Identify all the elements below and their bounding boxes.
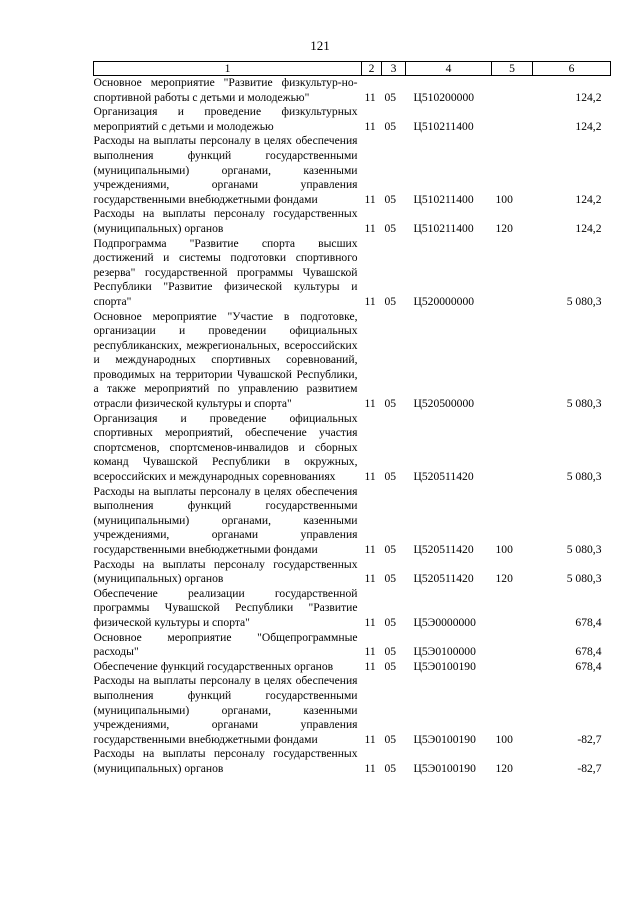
row-name: Подпрограмма "Развитие спорта высших достижений и системы подготовки спортивного резерва" государственной программы Чувашской Республики "Развитие физической культуры и спорта"	[93, 236, 358, 308]
page-number: 121	[310, 38, 330, 53]
row-expense-type: 100	[495, 543, 513, 556]
table-row	[94, 105, 611, 134]
row-subsection: 05	[384, 761, 397, 775]
row-section: 11	[364, 192, 376, 206]
row-section: 11	[364, 572, 376, 586]
row-amount: 678,4	[575, 645, 602, 659]
row-name: Обеспечение реализации государственной программы Чувашской Республики "Развитие физической культуры и спорта"	[93, 586, 358, 629]
row-target-code: Ц5Э0100190	[413, 732, 476, 746]
row-expense-type: 120	[495, 761, 513, 775]
table-row	[94, 631, 611, 660]
row-subsection: 05	[384, 221, 397, 235]
row-amount: 5 080,3	[566, 572, 602, 586]
header-col-6: 6	[533, 62, 611, 76]
row-name: Основное мероприятие "Общепрограммные расходы"	[93, 630, 358, 659]
table-row	[94, 134, 611, 207]
row-target-code: Ц5Э0100190	[413, 659, 476, 673]
row-name: Расходы на выплаты персоналу государственных (муниципальных) органов	[93, 747, 358, 775]
row-expense-type	[492, 76, 533, 106]
table-row	[94, 237, 611, 310]
row-name: Основное мероприятие "Развитие физкультур-но-спортивной работы с детьми и молодежью"	[93, 76, 358, 104]
table-row	[94, 587, 611, 631]
row-expense-type: 100	[495, 732, 513, 746]
table-row	[94, 558, 611, 587]
row-target-code: Ц510211400	[413, 192, 474, 206]
row-target-code: Ц520000000	[413, 294, 475, 308]
row-subsection: 05	[384, 572, 397, 586]
row-section: 11	[364, 294, 376, 308]
row-expense-type: 100	[495, 192, 513, 206]
row-name: Расходы на выплаты персоналу в целях обеспечения выполнения функций государственными (муниципальными) органами, казенными учреждениями, органами управления государственными внебюджетными фондами	[93, 484, 358, 556]
row-target-code: Ц510211400	[413, 221, 474, 235]
row-amount: 678,4	[575, 659, 602, 673]
table-row	[94, 660, 611, 675]
row-subsection: 05	[384, 615, 397, 629]
row-amount: 5 080,3	[566, 397, 602, 411]
row-section: 11	[364, 90, 376, 104]
row-target-code: Ц5Э0000000	[413, 615, 476, 629]
row-expense-type	[492, 660, 533, 675]
row-amount: 124,2	[575, 221, 602, 235]
table-row	[94, 76, 611, 106]
table-row	[94, 485, 611, 558]
row-subsection: 05	[384, 732, 397, 746]
row-name: Расходы на выплаты персоналу государственных (муниципальных) органов	[93, 207, 358, 235]
row-amount: 678,4	[575, 615, 602, 629]
table-row	[94, 674, 611, 747]
row-section: 11	[364, 732, 376, 746]
row-subsection: 05	[384, 543, 397, 556]
table-row	[94, 310, 611, 412]
row-amount: 124,2	[575, 119, 602, 133]
header-col-1: 1	[94, 62, 362, 76]
row-target-code: Ц520500000	[413, 397, 475, 411]
table-row	[94, 207, 611, 236]
row-expense-type	[492, 237, 533, 310]
row-section: 11	[364, 470, 376, 484]
row-expense-type	[492, 587, 533, 631]
row-expense-type	[492, 310, 533, 412]
row-expense-type	[492, 412, 533, 485]
table-header	[94, 62, 611, 76]
row-section: 11	[364, 397, 376, 411]
row-name: Расходы на выплаты персоналу государственных (муниципальных) органов	[93, 557, 358, 586]
row-amount: -82,7	[577, 761, 602, 775]
row-amount: 5 080,3	[566, 543, 602, 556]
row-expense-type: 120	[495, 221, 513, 235]
row-amount: 5 080,3	[566, 294, 602, 308]
row-target-code: Ц520511420	[413, 572, 474, 586]
row-section: 11	[364, 221, 376, 235]
row-section: 11	[364, 119, 376, 133]
row-section: 11	[364, 615, 376, 629]
header-col-3: 3	[382, 62, 406, 76]
header-col-5: 5	[492, 62, 533, 76]
row-name: Основное мероприятие "Участие в подготовке, организации и проведении официальных республиканских, межрегиональных, всероссийских и международных спортивных соревнований, проводимых на территории Чувашской Республики, а также мероприятий по управлению развитием отрасли физической культуры и спорта"	[93, 309, 358, 411]
row-subsection: 05	[384, 470, 397, 484]
row-target-code: Ц510211400	[413, 119, 474, 133]
row-amount: 124,2	[575, 90, 602, 104]
row-amount: 124,2	[575, 192, 602, 206]
row-expense-type	[492, 631, 533, 660]
row-subsection: 05	[384, 192, 397, 206]
row-subsection: 05	[384, 645, 397, 659]
row-name: Организация и проведение физкультурных мероприятий с детьми и молодежью	[93, 105, 358, 133]
table-row	[94, 747, 611, 776]
header-row	[94, 62, 611, 76]
header-col-2: 2	[362, 62, 382, 76]
row-name: Организация и проведение официальных спортивных мероприятий, обеспечение участия спортсменов, спортсменов-инвалидов и сборных команд Чувашской Республики в окружных, всероссийских и международных соревнованиях	[93, 411, 358, 484]
budget-table	[93, 61, 611, 777]
row-target-code: Ц520511420	[413, 470, 474, 484]
row-subsection: 05	[384, 90, 397, 104]
row-section: 11	[364, 645, 376, 659]
table-row	[94, 412, 611, 485]
header-col-4: 4	[406, 62, 492, 76]
row-target-code: Ц5Э0100190	[413, 761, 476, 775]
row-amount: 5 080,3	[566, 470, 602, 484]
row-section: 11	[364, 543, 376, 556]
row-section: 11	[364, 761, 376, 775]
row-expense-type	[492, 105, 533, 134]
row-subsection: 05	[384, 119, 397, 133]
row-name: Расходы на выплаты персоналу в целях обеспечения выполнения функций государственными (муниципальными) органами, казенными учреждениями, органами управления государственными внебюджетными фондами	[93, 674, 358, 746]
row-subsection: 05	[384, 294, 397, 308]
row-subsection: 05	[384, 659, 397, 673]
row-section: 11	[364, 659, 376, 673]
row-target-code: Ц520511420	[413, 543, 474, 556]
row-name: Обеспечение функций государственных органов	[93, 659, 334, 673]
row-amount: -82,7	[577, 732, 602, 746]
row-target-code: Ц510200000	[413, 90, 475, 104]
row-target-code: Ц5Э0100000	[413, 645, 476, 659]
row-subsection: 05	[384, 397, 397, 411]
row-expense-type: 120	[495, 572, 513, 586]
row-name: Расходы на выплаты персоналу в целях обеспечения выполнения функций государственными (муниципальными) органами, казенными учреждениями, органами управления государственными внебюджетными фондами	[93, 134, 358, 206]
table-body	[94, 76, 611, 777]
